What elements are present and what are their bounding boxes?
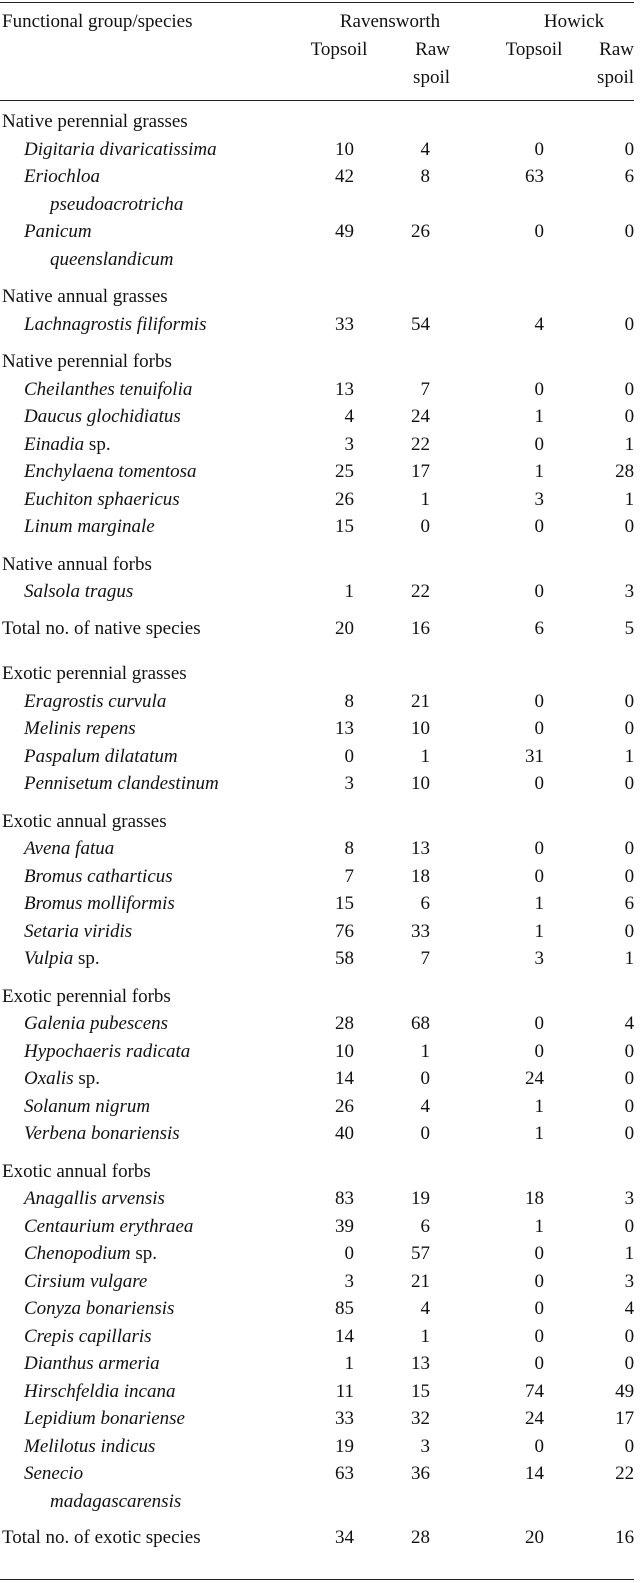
ravensworth-topsoil-value: 39 <box>335 1215 354 1237</box>
ravensworth-topsoil-value: 13 <box>335 378 354 400</box>
howick-topsoil-value: 1 <box>534 893 544 914</box>
header-ravensworth-topsoil: Topsoil <box>310 39 368 60</box>
group-header-row <box>0 273 634 311</box>
ravensworth-topsoil-value: 3 <box>344 1270 354 1292</box>
howick-topsoil-value: 0 <box>534 433 544 455</box>
ravensworth-raw-spoil-value: 16 <box>411 617 430 639</box>
ravensworth-raw-spoil-value: 21 <box>411 690 430 712</box>
howick-topsoil-value: 63 <box>525 166 544 187</box>
group-label: Native annual grasses <box>2 286 168 307</box>
ravensworth-topsoil-value: 3 <box>344 773 354 794</box>
species-row <box>0 1268 634 1296</box>
howick-raw-spoil-value: 3 <box>624 1188 635 1209</box>
ravensworth-topsoil-value: 15 <box>335 893 354 914</box>
ravensworth-topsoil-value: 63 <box>335 1463 354 1484</box>
howick-raw-spoil-value: 28 <box>615 461 635 482</box>
howick-topsoil-value: 1 <box>534 1095 544 1117</box>
ravensworth-topsoil-value: 0 <box>344 1243 354 1264</box>
ravensworth-topsoil-value: 11 <box>335 1380 354 1402</box>
ravensworth-raw-spoil-value: 0 <box>420 516 430 537</box>
ravensworth-raw-spoil-value: 57 <box>411 1243 430 1264</box>
species-row <box>0 1093 634 1121</box>
howick-raw-spoil-value: 6 <box>624 166 635 187</box>
howick-topsoil-value: 20 <box>525 1527 544 1548</box>
ravensworth-raw-spoil-value: 4 <box>420 1095 430 1117</box>
howick-topsoil-value: 0 <box>534 1325 544 1347</box>
howick-raw-spoil-value: 0 <box>624 1040 635 1062</box>
ravensworth-raw-spoil-value: 3 <box>420 1435 430 1457</box>
species-row <box>0 890 634 918</box>
ravensworth-topsoil-value: 83 <box>335 1188 354 1209</box>
howick-topsoil-value: 0 <box>534 1040 544 1062</box>
ravensworth-topsoil-value: 15 <box>335 516 354 537</box>
howick-topsoil-value: 0 <box>534 1243 544 1264</box>
howick-topsoil-value: 18 <box>525 1188 544 1209</box>
ravensworth-raw-spoil-value: 13 <box>411 1353 430 1374</box>
howick-topsoil-value: 0 <box>534 1013 544 1034</box>
howick-topsoil-value: 1 <box>534 406 544 427</box>
species-row <box>0 1460 634 1515</box>
ravensworth-topsoil-value: 19 <box>335 1435 354 1457</box>
species-row <box>0 1065 634 1093</box>
ravensworth-topsoil-value: 13 <box>335 718 354 739</box>
howick-raw-spoil-value: 0 <box>624 1435 635 1457</box>
ravensworth-raw-spoil-value: 18 <box>411 865 430 887</box>
species-name: Paspalum dilatatum <box>24 745 178 767</box>
ravensworth-raw-spoil-value: 1 <box>420 745 430 767</box>
species-row <box>0 835 634 863</box>
ravensworth-raw-spoil-value: 7 <box>420 948 430 969</box>
species-name: Pennisetum clandestinum <box>24 773 219 794</box>
ravensworth-raw-spoil-value: 22 <box>411 581 430 602</box>
howick-topsoil-value: 24 <box>525 1068 544 1089</box>
species-name: Einadia sp. <box>24 433 111 455</box>
species-row <box>0 163 634 218</box>
species-name: Bromus molliformis <box>24 893 175 914</box>
howick-raw-spoil-value: 5 <box>624 617 635 639</box>
ravensworth-raw-spoil-value: 0 <box>420 1068 430 1089</box>
ravensworth-raw-spoil-value: 7 <box>420 378 430 400</box>
howick-raw-spoil-value: 0 <box>624 1325 635 1347</box>
species-name: Eriochloa pseudoacrotricha <box>24 166 184 215</box>
species-name: Enchylaena tomentosa <box>24 461 197 482</box>
header-site-howick: Howick <box>543 11 605 32</box>
species-name: Centaurium erythraea <box>24 1215 194 1237</box>
ravensworth-raw-spoil-value: 4 <box>420 1298 430 1319</box>
ravensworth-raw-spoil-value: 32 <box>411 1408 430 1429</box>
species-row <box>0 458 634 486</box>
howick-topsoil-value: 0 <box>534 1270 544 1292</box>
howick-raw-spoil-value: 4 <box>624 1298 635 1319</box>
species-row <box>0 688 634 716</box>
howick-raw-spoil-value: 1 <box>624 488 635 510</box>
ravensworth-raw-spoil-value: 1 <box>420 488 430 510</box>
howick-raw-spoil-value: 1 <box>624 1243 635 1264</box>
ravensworth-topsoil-value: 40 <box>335 1123 354 1144</box>
howick-topsoil-value: 4 <box>534 313 544 335</box>
howick-raw-spoil-value: 22 <box>615 1463 635 1484</box>
ravensworth-topsoil-value: 1 <box>344 1353 354 1374</box>
ravensworth-topsoil-value: 10 <box>335 1040 354 1062</box>
total-label: Total no. of native species <box>2 617 201 639</box>
species-row <box>0 1185 634 1213</box>
species-row <box>0 1323 634 1351</box>
howick-topsoil-value: 31 <box>525 745 544 767</box>
species-name: Solanum nigrum <box>24 1095 151 1117</box>
species-row <box>0 578 634 606</box>
howick-raw-spoil-value: 0 <box>624 313 635 335</box>
howick-topsoil-value: 1 <box>534 920 544 942</box>
howick-topsoil-value: 1 <box>534 1215 544 1237</box>
header-howick-raw-spoil: Raw spoil <box>597 39 634 88</box>
group-label: Exotic annual grasses <box>2 810 167 832</box>
ravensworth-topsoil-value: 49 <box>335 221 354 242</box>
howick-topsoil-value: 0 <box>534 516 544 537</box>
species-name: Setaria viridis <box>24 920 133 942</box>
ravensworth-raw-spoil-value: 1 <box>420 1325 430 1347</box>
species-row <box>0 376 634 404</box>
howick-raw-spoil-value: 0 <box>624 1353 635 1374</box>
species-row <box>0 136 634 164</box>
howick-topsoil-value: 14 <box>525 1463 544 1484</box>
species-name: Melinis repens <box>24 718 136 739</box>
howick-topsoil-value: 6 <box>534 617 544 639</box>
ravensworth-topsoil-value: 10 <box>335 138 354 160</box>
ravensworth-topsoil-value: 58 <box>335 948 354 969</box>
ravensworth-raw-spoil-value: 17 <box>411 461 430 482</box>
species-row <box>0 715 634 743</box>
ravensworth-topsoil-value: 85 <box>335 1298 354 1319</box>
group-header-row <box>0 973 634 1011</box>
howick-raw-spoil-value: 49 <box>615 1380 635 1402</box>
species-name: Hirschfeldia incana <box>24 1380 176 1402</box>
howick-topsoil-value: 0 <box>534 138 544 160</box>
howick-raw-spoil-value: 0 <box>624 838 635 859</box>
ravensworth-raw-spoil-value: 54 <box>411 313 430 335</box>
species-name: Lachnagrostis filiformis <box>24 313 207 335</box>
ravensworth-raw-spoil-value: 4 <box>420 138 430 160</box>
species-name: Cheilanthes tenuifolia <box>24 378 193 400</box>
ravensworth-topsoil-value: 20 <box>335 617 354 639</box>
table-bottom-rule <box>0 1579 634 1580</box>
species-name: Hypochaeris radicata <box>24 1040 191 1062</box>
ravensworth-topsoil-value: 42 <box>335 166 354 187</box>
ravensworth-raw-spoil-value: 10 <box>411 773 430 794</box>
howick-raw-spoil-value: 0 <box>624 920 635 942</box>
species-row <box>0 1038 634 1066</box>
species-name: Avena fatua <box>24 838 115 859</box>
ravensworth-raw-spoil-value: 0 <box>420 1123 430 1144</box>
howick-topsoil-value: 0 <box>534 1353 544 1374</box>
howick-raw-spoil-value: 4 <box>624 1013 635 1034</box>
howick-raw-spoil-value: 0 <box>624 1123 635 1144</box>
ravensworth-topsoil-value: 28 <box>335 1013 354 1034</box>
header-site-ravensworth: Ravensworth <box>339 11 441 32</box>
howick-raw-spoil-value: 0 <box>624 1068 635 1089</box>
howick-topsoil-value: 1 <box>534 461 544 482</box>
species-row <box>0 1405 634 1433</box>
species-row <box>0 1350 634 1378</box>
group-label: Exotic perennial grasses <box>2 663 187 684</box>
ravensworth-raw-spoil-value: 22 <box>411 433 430 455</box>
howick-raw-spoil-value: 3 <box>624 581 635 602</box>
species-name: Chenopodium sp. <box>24 1243 158 1264</box>
species-name: Lepidium bonariense <box>24 1408 185 1429</box>
species-name: Senecio madagascarensis <box>24 1463 182 1512</box>
group-header-row <box>0 650 634 688</box>
howick-topsoil-value: 0 <box>534 838 544 859</box>
species-row <box>0 513 634 541</box>
howick-topsoil-value: 0 <box>534 1435 544 1457</box>
howick-topsoil-value: 1 <box>534 1123 544 1144</box>
species-row <box>0 1010 634 1038</box>
species-name: Eragrostis curvula <box>24 690 167 712</box>
howick-topsoil-value: 0 <box>534 221 544 242</box>
species-row <box>0 431 634 459</box>
group-header-row <box>0 798 634 836</box>
species-row <box>0 311 634 339</box>
ravensworth-topsoil-value: 3 <box>344 433 354 455</box>
howick-raw-spoil-value: 0 <box>624 690 635 712</box>
howick-topsoil-value: 0 <box>534 718 544 739</box>
species-row <box>0 743 634 771</box>
ravensworth-topsoil-value: 25 <box>335 461 354 482</box>
species-row <box>0 945 634 973</box>
species-name: Oxalis sp. <box>24 1068 101 1089</box>
header-functional-group: Functional group/species <box>2 11 193 32</box>
howick-topsoil-value: 0 <box>534 1298 544 1319</box>
howick-raw-spoil-value: 0 <box>624 1095 635 1117</box>
total-label: Total no. of exotic species <box>2 1527 201 1548</box>
howick-raw-spoil-value: 1 <box>624 745 635 767</box>
group-header-row <box>0 338 634 376</box>
howick-raw-spoil-value: 0 <box>624 718 635 739</box>
howick-raw-spoil-value: 6 <box>624 893 635 914</box>
table-header <box>0 0 640 100</box>
species-row <box>0 1295 634 1323</box>
ravensworth-topsoil-value: 8 <box>344 690 354 712</box>
species-row <box>0 218 634 273</box>
species-name: Bromus catharticus <box>24 865 173 887</box>
ravensworth-raw-spoil-value: 26 <box>411 221 430 242</box>
ravensworth-topsoil-value: 33 <box>335 1408 354 1429</box>
header-divider-rule <box>0 100 634 101</box>
header-ravensworth-raw-spoil: Raw spoil <box>413 39 450 88</box>
ravensworth-topsoil-value: 26 <box>335 1095 354 1117</box>
species-table-body <box>0 108 634 1552</box>
species-name: Daucus glochidiatus <box>24 406 181 427</box>
ravensworth-topsoil-value: 1 <box>344 581 354 602</box>
howick-topsoil-value: 74 <box>525 1380 544 1402</box>
ravensworth-topsoil-value: 7 <box>344 865 354 887</box>
ravensworth-raw-spoil-value: 28 <box>411 1527 430 1548</box>
species-name: Vulpia sp. <box>24 948 100 969</box>
species-row <box>0 403 634 431</box>
howick-raw-spoil-value: 17 <box>615 1408 635 1429</box>
species-name: Melilotus indicus <box>24 1435 156 1457</box>
ravensworth-raw-spoil-value: 1 <box>420 1040 430 1062</box>
ravensworth-raw-spoil-value: 10 <box>411 718 430 739</box>
howick-raw-spoil-value: 0 <box>624 865 635 887</box>
ravensworth-topsoil-value: 4 <box>344 406 354 427</box>
howick-raw-spoil-value: 0 <box>624 406 635 427</box>
ravensworth-raw-spoil-value: 8 <box>420 166 430 187</box>
howick-raw-spoil-value: 16 <box>615 1527 635 1548</box>
species-name: Euchiton sphaericus <box>24 488 180 510</box>
howick-raw-spoil-value: 1 <box>624 433 635 455</box>
total-row <box>0 606 634 651</box>
howick-raw-spoil-value: 0 <box>624 773 635 794</box>
group-label: Native annual forbs <box>2 553 152 575</box>
species-name: Dianthus armeria <box>24 1353 160 1374</box>
howick-raw-spoil-value: 1 <box>624 948 635 969</box>
ravensworth-topsoil-value: 33 <box>335 313 354 335</box>
ravensworth-raw-spoil-value: 6 <box>420 1215 430 1237</box>
howick-topsoil-value: 3 <box>534 488 544 510</box>
ravensworth-raw-spoil-value: 36 <box>411 1463 430 1484</box>
group-label: Exotic perennial forbs <box>2 985 171 1007</box>
species-name: Conyza bonariensis <box>24 1298 175 1319</box>
howick-raw-spoil-value: 0 <box>624 1215 635 1237</box>
ravensworth-raw-spoil-value: 6 <box>420 893 430 914</box>
group-label: Exotic annual forbs <box>2 1160 151 1182</box>
howick-topsoil-value: 0 <box>534 581 544 602</box>
group-label: Native perennial grasses <box>2 111 188 132</box>
ravensworth-topsoil-value: 0 <box>344 745 354 767</box>
species-name: Panicum queenslandicum <box>24 221 174 270</box>
species-row <box>0 1433 634 1461</box>
species-row <box>0 1213 634 1241</box>
howick-topsoil-value: 0 <box>534 865 544 887</box>
ravensworth-topsoil-value: 8 <box>344 838 354 859</box>
group-header-row <box>0 541 634 579</box>
ravensworth-topsoil-value: 14 <box>335 1325 354 1347</box>
species-row <box>0 486 634 514</box>
howick-raw-spoil-value: 0 <box>624 221 635 242</box>
ravensworth-raw-spoil-value: 33 <box>411 920 430 942</box>
species-row <box>0 1378 634 1406</box>
howick-topsoil-value: 24 <box>525 1408 544 1429</box>
species-name: Digitaria divaricatissima <box>24 138 217 160</box>
species-name: Linum marginale <box>24 516 155 537</box>
howick-topsoil-value: 3 <box>534 948 544 969</box>
species-row <box>0 918 634 946</box>
species-name: Cirsium vulgare <box>24 1270 148 1292</box>
species-name: Verbena bonariensis <box>24 1123 180 1144</box>
species-row <box>0 863 634 891</box>
species-name: Crepis capillaris <box>24 1325 152 1347</box>
species-name: Anagallis arvensis <box>24 1188 165 1209</box>
ravensworth-raw-spoil-value: 21 <box>411 1270 430 1292</box>
ravensworth-topsoil-value: 14 <box>335 1068 354 1089</box>
ravensworth-raw-spoil-value: 13 <box>411 838 430 859</box>
ravensworth-topsoil-value: 34 <box>335 1527 354 1548</box>
howick-topsoil-value: 0 <box>534 690 544 712</box>
howick-raw-spoil-value: 0 <box>624 138 635 160</box>
ravensworth-raw-spoil-value: 24 <box>411 406 430 427</box>
ravensworth-topsoil-value: 26 <box>335 488 354 510</box>
species-row <box>0 1120 634 1148</box>
howick-topsoil-value: 0 <box>534 378 544 400</box>
ravensworth-raw-spoil-value: 19 <box>411 1188 430 1209</box>
ravensworth-raw-spoil-value: 68 <box>411 1013 430 1034</box>
howick-topsoil-value: 0 <box>534 773 544 794</box>
howick-raw-spoil-value: 3 <box>624 1270 635 1292</box>
species-row <box>0 1240 634 1268</box>
species-row <box>0 770 634 798</box>
total-row <box>0 1515 634 1552</box>
group-header-row <box>0 108 634 136</box>
ravensworth-raw-spoil-value: 15 <box>411 1380 430 1402</box>
group-header-row <box>0 1148 634 1186</box>
species-name: Salsola tragus <box>24 581 134 602</box>
howick-raw-spoil-value: 0 <box>624 516 635 537</box>
group-label: Native perennial forbs <box>2 351 172 372</box>
howick-raw-spoil-value: 0 <box>624 378 635 400</box>
ravensworth-topsoil-value: 76 <box>335 920 354 942</box>
species-name: Galenia pubescens <box>24 1013 169 1034</box>
header-howick-topsoil: Topsoil <box>505 39 563 60</box>
